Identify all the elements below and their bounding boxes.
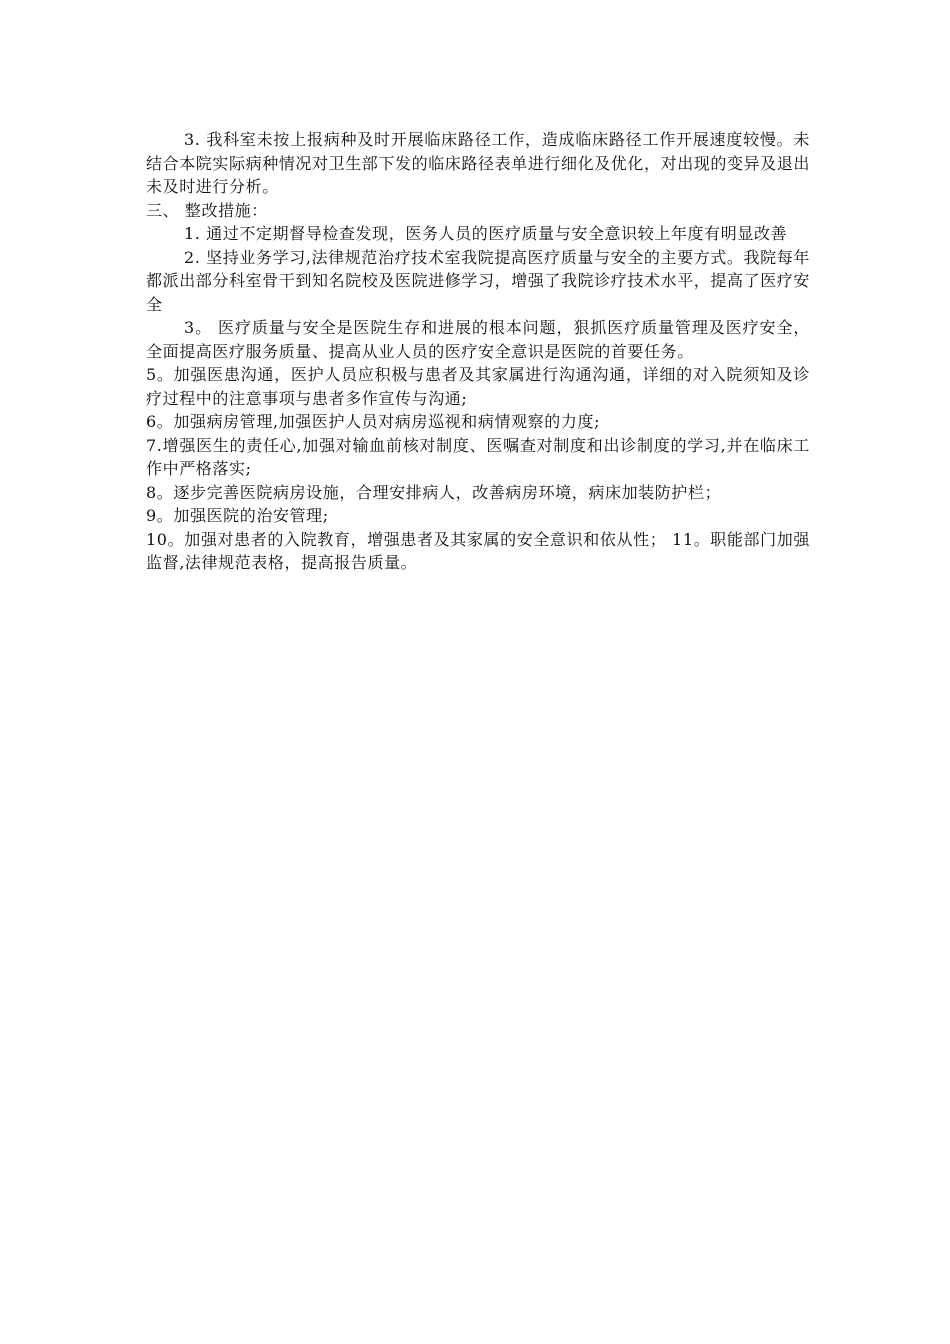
paragraph-measure-6: 6。加强病房管理,加强医护人员对病房巡视和病情观察的力度; (146, 412, 601, 431)
paragraph-measure-5: 5。加强医患沟通，医护人员应积极与患者及其家属进行沟通沟通，详细的对入院须知及诊疗过程中的注意事项与患者多作宣传与沟通; (146, 365, 810, 408)
paragraph-measure-7: 7.增强医生的责任心,加强对输血前核对制度、医嘱查对制度和出诊制度的学习,并在临床工作中严格落实; (146, 435, 810, 478)
paragraph-measure-10-11: 10。加强对患者的入院教育，增强患者及其家属的安全意识和依从性； 11。职能部门加强监督,法律规范表格，提高报告质量。 (146, 529, 810, 572)
paragraph-measure-3: 3。 医疗质量与安全是医院生存和进展的根本问题，狠抓医疗质量管理及医疗安全，全面提高医疗服务质量、提高从业人员的医疗安全意识是医院的首要任务。 (146, 318, 810, 361)
paragraph-measure-1: 1. 通过不定期督导检查发现，医务人员的医疗质量与安全意识较上年度有明显改善 (184, 224, 788, 243)
paragraph-measure-8: 8。逐步完善医院病房设施，合理安排病人，改善病房环境，病床加装防护栏； (146, 482, 722, 502)
section-heading-rectification: 三、 整改措施： (146, 200, 268, 220)
document-body (146, 128, 810, 575)
paragraph-problem-3: 3. 我科室未按上报病种及时开展临床路径工作，造成临床路径工作开展速度较慢。未结合本院实际病种情况对卫生部下发的临床路径表单进行细化及优化，对出现的变异及退出未及时进行分析。 (146, 130, 811, 196)
paragraph-measure-9: 9。加强医院的治安管理; (146, 506, 329, 525)
paragraph-measure-2: 2. 坚持业务学习,法律规范治疗技术室我院提高医疗质量与安全的主要方式。我院每年都派出部分科室骨干到知名院校及医院进修学习，增强了我院诊疗技术水平，提高了医疗安全 (146, 247, 811, 314)
